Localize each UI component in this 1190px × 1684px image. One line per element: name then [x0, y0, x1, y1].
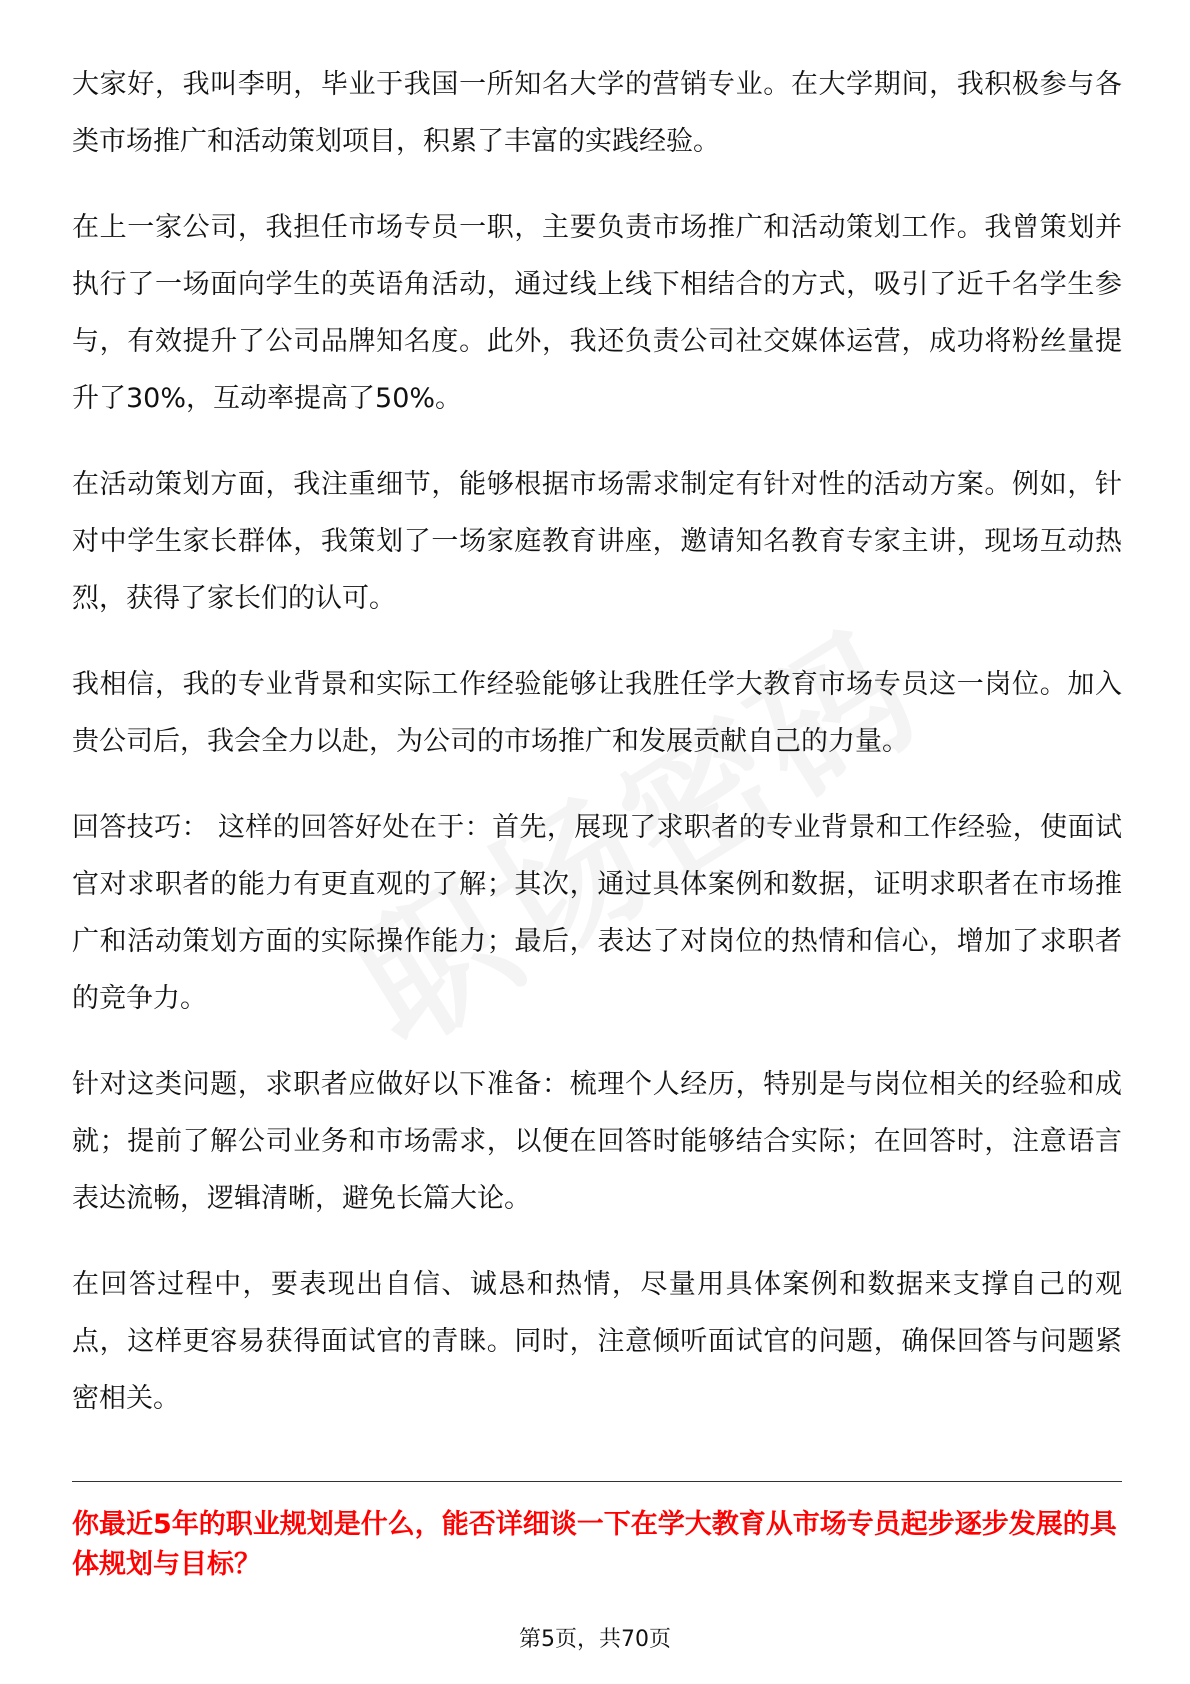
- paragraph-intro: 大家好，我叫李明，毕业于我国一所知名大学的营销专业。在大学期间，我积极参与各类市场推广和活动策划项目，积累了丰富的实践经验。: [72, 69, 1122, 157]
- paragraph-preparation: 针对这类问题，求职者应做好以下准备：梳理个人经历，特别是与岗位相关的经验和成就；提前了解公司业务和市场需求，以便在回答时能够结合实际；在回答时，注意语言表达流畅，逻辑清晰，避免长篇大论。: [72, 1069, 1122, 1214]
- answer-body: [72, 56, 1122, 1456]
- paragraph-attitude: 在回答过程中，要表现出自信、诚恳和热情，尽量用具体案例和数据来支撑自己的观点，这样更容易获得面试官的青睐。同时，注意倾听面试官的问题，确保回答与问题紧密相关。: [72, 1269, 1122, 1414]
- paragraph-confidence: 我相信，我的专业背景和实际工作经验能够让我胜任学大教育市场专员这一岗位。加入贵公司后，我会全力以赴，为公司的市场推广和发展贡献自己的力量。: [72, 669, 1122, 757]
- section-divider: [72, 1481, 1122, 1482]
- paragraph-answer-tips: 回答技巧： 这样的回答好处在于：首先，展现了求职者的专业背景和工作经验，使面试官对求职者的能力有更直观的了解；其次，通过具体案例和数据，证明求职者在市场推广和活动策划方面的实际操作能力；最后，表达了对岗位的热情和信心，增加了求职者的竞争力。: [72, 812, 1122, 1014]
- paragraph-experience: 在上一家公司，我担任市场专员一职，主要负责市场推广和活动策划工作。我曾策划并执行了一场面向学生的英语角活动，通过线上线下相结合的方式，吸引了近千名学生参与，有效提升了公司品牌知名度。此外，我还负责公司社交媒体运营，成功将粉丝量提升了30%，互动率提高了50%。: [72, 212, 1122, 414]
- paragraph-event-planning: 在活动策划方面，我注重细节，能够根据市场需求制定有针对性的活动方案。例如，针对中学生家长群体，我策划了一场家庭教育讲座，邀请知名教育专家主讲，现场互动热烈，获得了家长们的认可。: [72, 469, 1122, 614]
- page-number: 第5页，共70页: [519, 1627, 671, 1652]
- next-question-heading: 你最近5年的职业规划是什么，能否详细谈一下在学大教育从市场专员起步逐步发展的具体规划与目标？: [72, 1509, 1117, 1580]
